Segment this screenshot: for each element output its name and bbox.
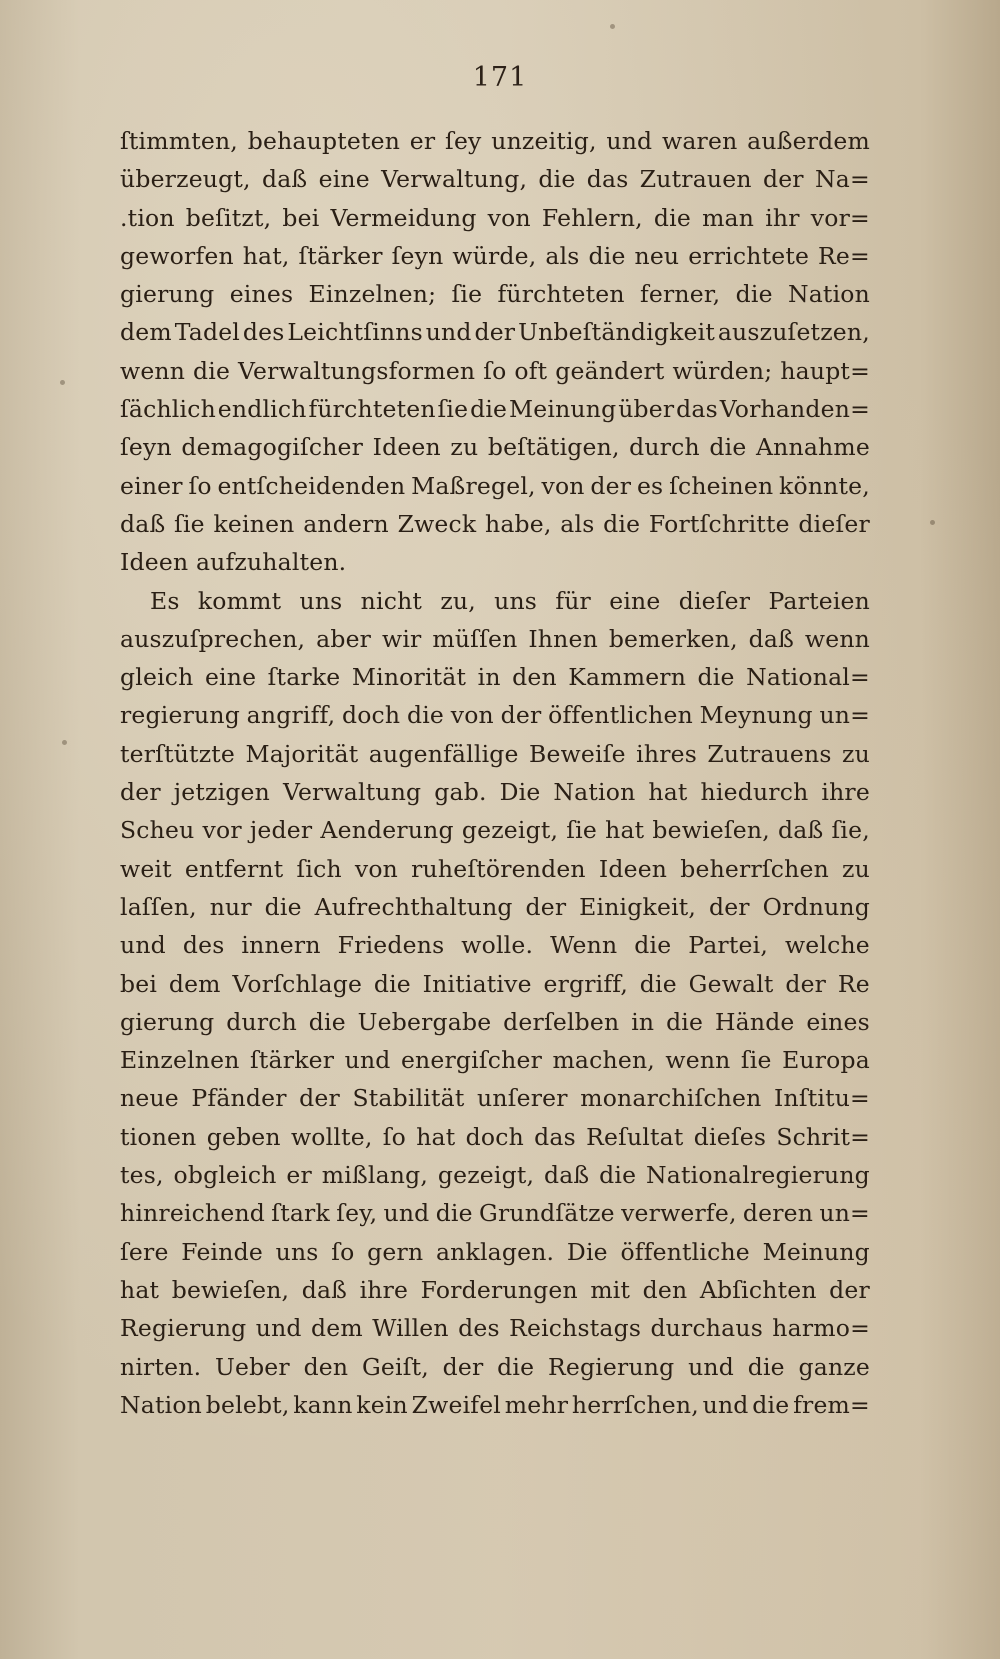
text-line: einer ſo entſcheidenden Maßregel, von der es ſcheinen könnte, xyxy=(120,471,870,500)
text-line: ſeyn demagogiſcher Ideen zu beſtätigen, durch die Annahme xyxy=(120,433,870,462)
paper-speck xyxy=(930,520,935,525)
text-line: und des innern Friedens wolle. Wenn die Partei, welche xyxy=(120,931,870,960)
text-line: Ideen aufzuhalten. xyxy=(120,548,347,577)
text-line: tes, obgleich er mißlang, gezeigt, daß die Nationalregierung xyxy=(120,1161,870,1190)
text-line: Regierung und dem Willen des Reichstags durchaus harmo= xyxy=(120,1314,870,1343)
text-line: gierung durch die Uebergabe derſelben in die Hände eines xyxy=(120,1007,870,1036)
text-line: regierung angriff, doch die von der öffentlichen Meynung un= xyxy=(120,701,870,730)
text-line: ſächlich endlich fürchteten ſie die Meinung über das Vorhanden= xyxy=(120,395,870,424)
text-line: gleich eine ſtarke Minorität in den Kammern die National= xyxy=(120,663,870,692)
text-line: wenn die Verwaltungsformen ſo oft geändert würden; haupt= xyxy=(120,356,870,385)
paper-speck xyxy=(62,740,67,745)
text-line: .tion beſitzt, bei Vermeidung von Fehlern, die man ihr vor= xyxy=(120,203,870,232)
text-line: Es kommt uns nicht zu, uns für eine dieſer Parteien xyxy=(150,586,870,615)
text-line: neue Pfänder der Stabilität unſerer monarchiſchen Inſtitu= xyxy=(120,1084,870,1113)
paper-speck xyxy=(60,380,65,385)
text-line: hinreichend ſtark ſey, und die Grundſätze verwerfe, deren un= xyxy=(120,1199,870,1228)
text-line: dem Tadel des Leichtſinns und der Unbeſtändigkeit auszuſetzen, xyxy=(120,318,870,347)
text-line: daß ſie keinen andern Zweck habe, als die Fortſchritte dieſer xyxy=(120,509,870,538)
text-line: überzeugt, daß eine Verwaltung, die das Zutrauen der Na= xyxy=(120,165,870,194)
text-line: terſtützte Majorität augenfällige Beweiſe ihres Zutrauens zu xyxy=(120,739,870,768)
text-line: auszuſprechen, aber wir müſſen Ihnen bemerken, daß wenn xyxy=(120,624,870,653)
text-line: bei dem Vorſchlage die Initiative ergriff, die Gewalt der Re xyxy=(120,969,870,998)
text-line: Scheu vor jeder Aenderung gezeigt, ſie hat bewieſen, daß ſie, xyxy=(120,816,870,845)
paper-speck xyxy=(610,24,615,29)
text-line: geworfen hat, ſtärker ſeyn würde, als die neu errichtete Re= xyxy=(120,241,870,270)
body-text xyxy=(120,122,870,1424)
text-line: ſere Feinde uns ſo gern anklagen. Die öffentliche Meinung xyxy=(120,1237,870,1266)
text-line: gierung eines Einzelnen; ſie fürchteten ferner, die Nation xyxy=(120,280,870,309)
text-line: hat bewieſen, daß ihre Forderungen mit den Abſichten der xyxy=(120,1275,870,1304)
text-line: nirten. Ueber den Geiſt, der die Regierung und die ganze xyxy=(120,1352,870,1381)
text-line: weit entfernt ſich von ruheſtörenden Ideen beherrſchen zu xyxy=(120,854,870,883)
text-line: laſſen, nur die Aufrechthaltung der Einigkeit, der Ordnung xyxy=(120,892,870,921)
page-number: 171 xyxy=(472,62,528,93)
text-line: ſtimmten, behaupteten er ſey unzeitig, und waren außerdem xyxy=(120,127,870,155)
text-line: Einzelnen ſtärker und energiſcher machen, wenn ſie Europa xyxy=(120,1046,870,1075)
text-line: der jetzigen Verwaltung gab. Die Nation hat hiedurch ihre xyxy=(120,778,870,807)
text-line: tionen geben wollte, ſo hat doch das Reſultat dieſes Schrit= xyxy=(120,1122,870,1151)
text-line: Nation belebt, kann kein Zweifel mehr herrſchen, und die frem= xyxy=(120,1390,870,1419)
